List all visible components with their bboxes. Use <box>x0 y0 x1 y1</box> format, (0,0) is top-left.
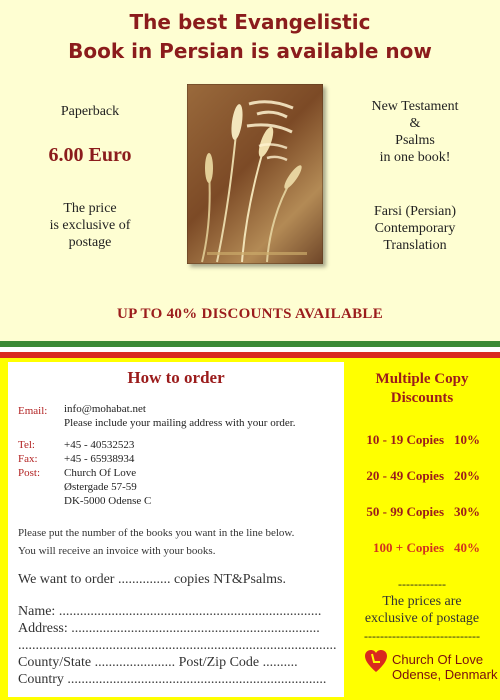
post-line: Østergade 57-59 <box>64 481 137 493</box>
order-form-panel <box>8 362 344 697</box>
country-field-line[interactable]: Country .......................................................................... <box>18 672 327 687</box>
headline <box>0 8 500 66</box>
heart-logo-icon <box>364 648 388 674</box>
instruction-line: Please put the number of the books you want in the line below. <box>18 527 295 539</box>
fax-value: +45 - 65938934 <box>64 453 135 465</box>
tier-percent: 30% <box>454 504 480 519</box>
price-note-line: is exclusive of <box>49 218 131 233</box>
email-label: Email: <box>18 405 48 417</box>
divider-short: ------------ <box>398 578 446 590</box>
discounts-title <box>352 370 492 408</box>
name-field-line[interactable]: Name: ........................................................................... <box>18 604 322 619</box>
fax-label: Fax: <box>18 453 38 465</box>
price: 6.00 Euro <box>48 144 132 166</box>
contents-line: New Testament <box>371 99 459 114</box>
discounts-title-line: Multiple Copy <box>375 371 469 387</box>
county-zip-field-line[interactable]: County/State ....................... Post/Zip Code .......... <box>18 655 298 670</box>
post-line: Church Of Love <box>64 467 137 479</box>
tier-percent: 10% <box>454 432 480 447</box>
price-note-line: The price <box>63 201 117 216</box>
email-link[interactable]: info@mohabat.net <box>64 403 146 415</box>
discounts-title-line: Discounts <box>390 390 454 406</box>
translation-line: Farsi (Persian) <box>373 204 457 219</box>
church-name-block <box>392 652 498 682</box>
price-note-line: postage <box>68 235 112 250</box>
church-city: Odense, Denmark <box>392 667 498 682</box>
book-cover-image <box>187 84 323 264</box>
contents-line: in one book! <box>379 150 451 165</box>
translation-text <box>340 203 490 254</box>
divider-long: ----------------------------- <box>364 630 480 642</box>
address-continuation-line[interactable]: ........................................................................................... <box>18 638 337 653</box>
tier-copies: 50 - 99 Copies <box>366 504 444 519</box>
headline-line-1: The best Evangelistic <box>129 10 371 34</box>
translation-line: Contemporary <box>374 221 456 236</box>
prices-note-line: The prices are <box>382 594 462 609</box>
flyer-top-section <box>0 0 500 340</box>
email-note: Please include your mailing address with your order. <box>64 417 296 429</box>
format-label: Paperback <box>60 104 120 119</box>
contents-line: Psalms <box>395 133 435 148</box>
church-name: Church Of Love <box>392 652 484 667</box>
tier-percent: 40% <box>454 540 480 555</box>
tier-copies: 100 + Copies <box>373 540 444 555</box>
tier-percent: 20% <box>454 468 480 483</box>
order-title: How to order <box>127 368 225 387</box>
tel-label: Tel: <box>18 439 35 451</box>
order-quantity-line[interactable]: We want to order ............... copies NT&Psalms. <box>18 572 286 587</box>
instruction-line: You will receive an invoice with your books. <box>18 545 216 557</box>
contents-text <box>340 98 490 166</box>
headline-line-2: Book in Persian is available now <box>68 39 432 63</box>
wheat-illustration <box>187 84 323 264</box>
price-note <box>20 200 160 251</box>
discount-banner: UP TO 40% DISCOUNTS AVAILABLE <box>116 306 383 322</box>
post-label: Post: <box>18 467 41 479</box>
tier-copies: 20 - 49 Copies <box>366 468 444 483</box>
translation-line: Translation <box>383 238 447 253</box>
tel-value: +45 - 40532523 <box>64 439 135 451</box>
tier-copies: 10 - 19 Copies <box>366 432 444 447</box>
address-field-line[interactable]: Address: ....................................................................... <box>18 621 320 636</box>
post-line: DK-5000 Odense C <box>64 495 152 507</box>
contents-line: & <box>409 116 421 131</box>
prices-note-line: exclusive of postage <box>364 611 480 626</box>
prices-note <box>352 593 492 627</box>
